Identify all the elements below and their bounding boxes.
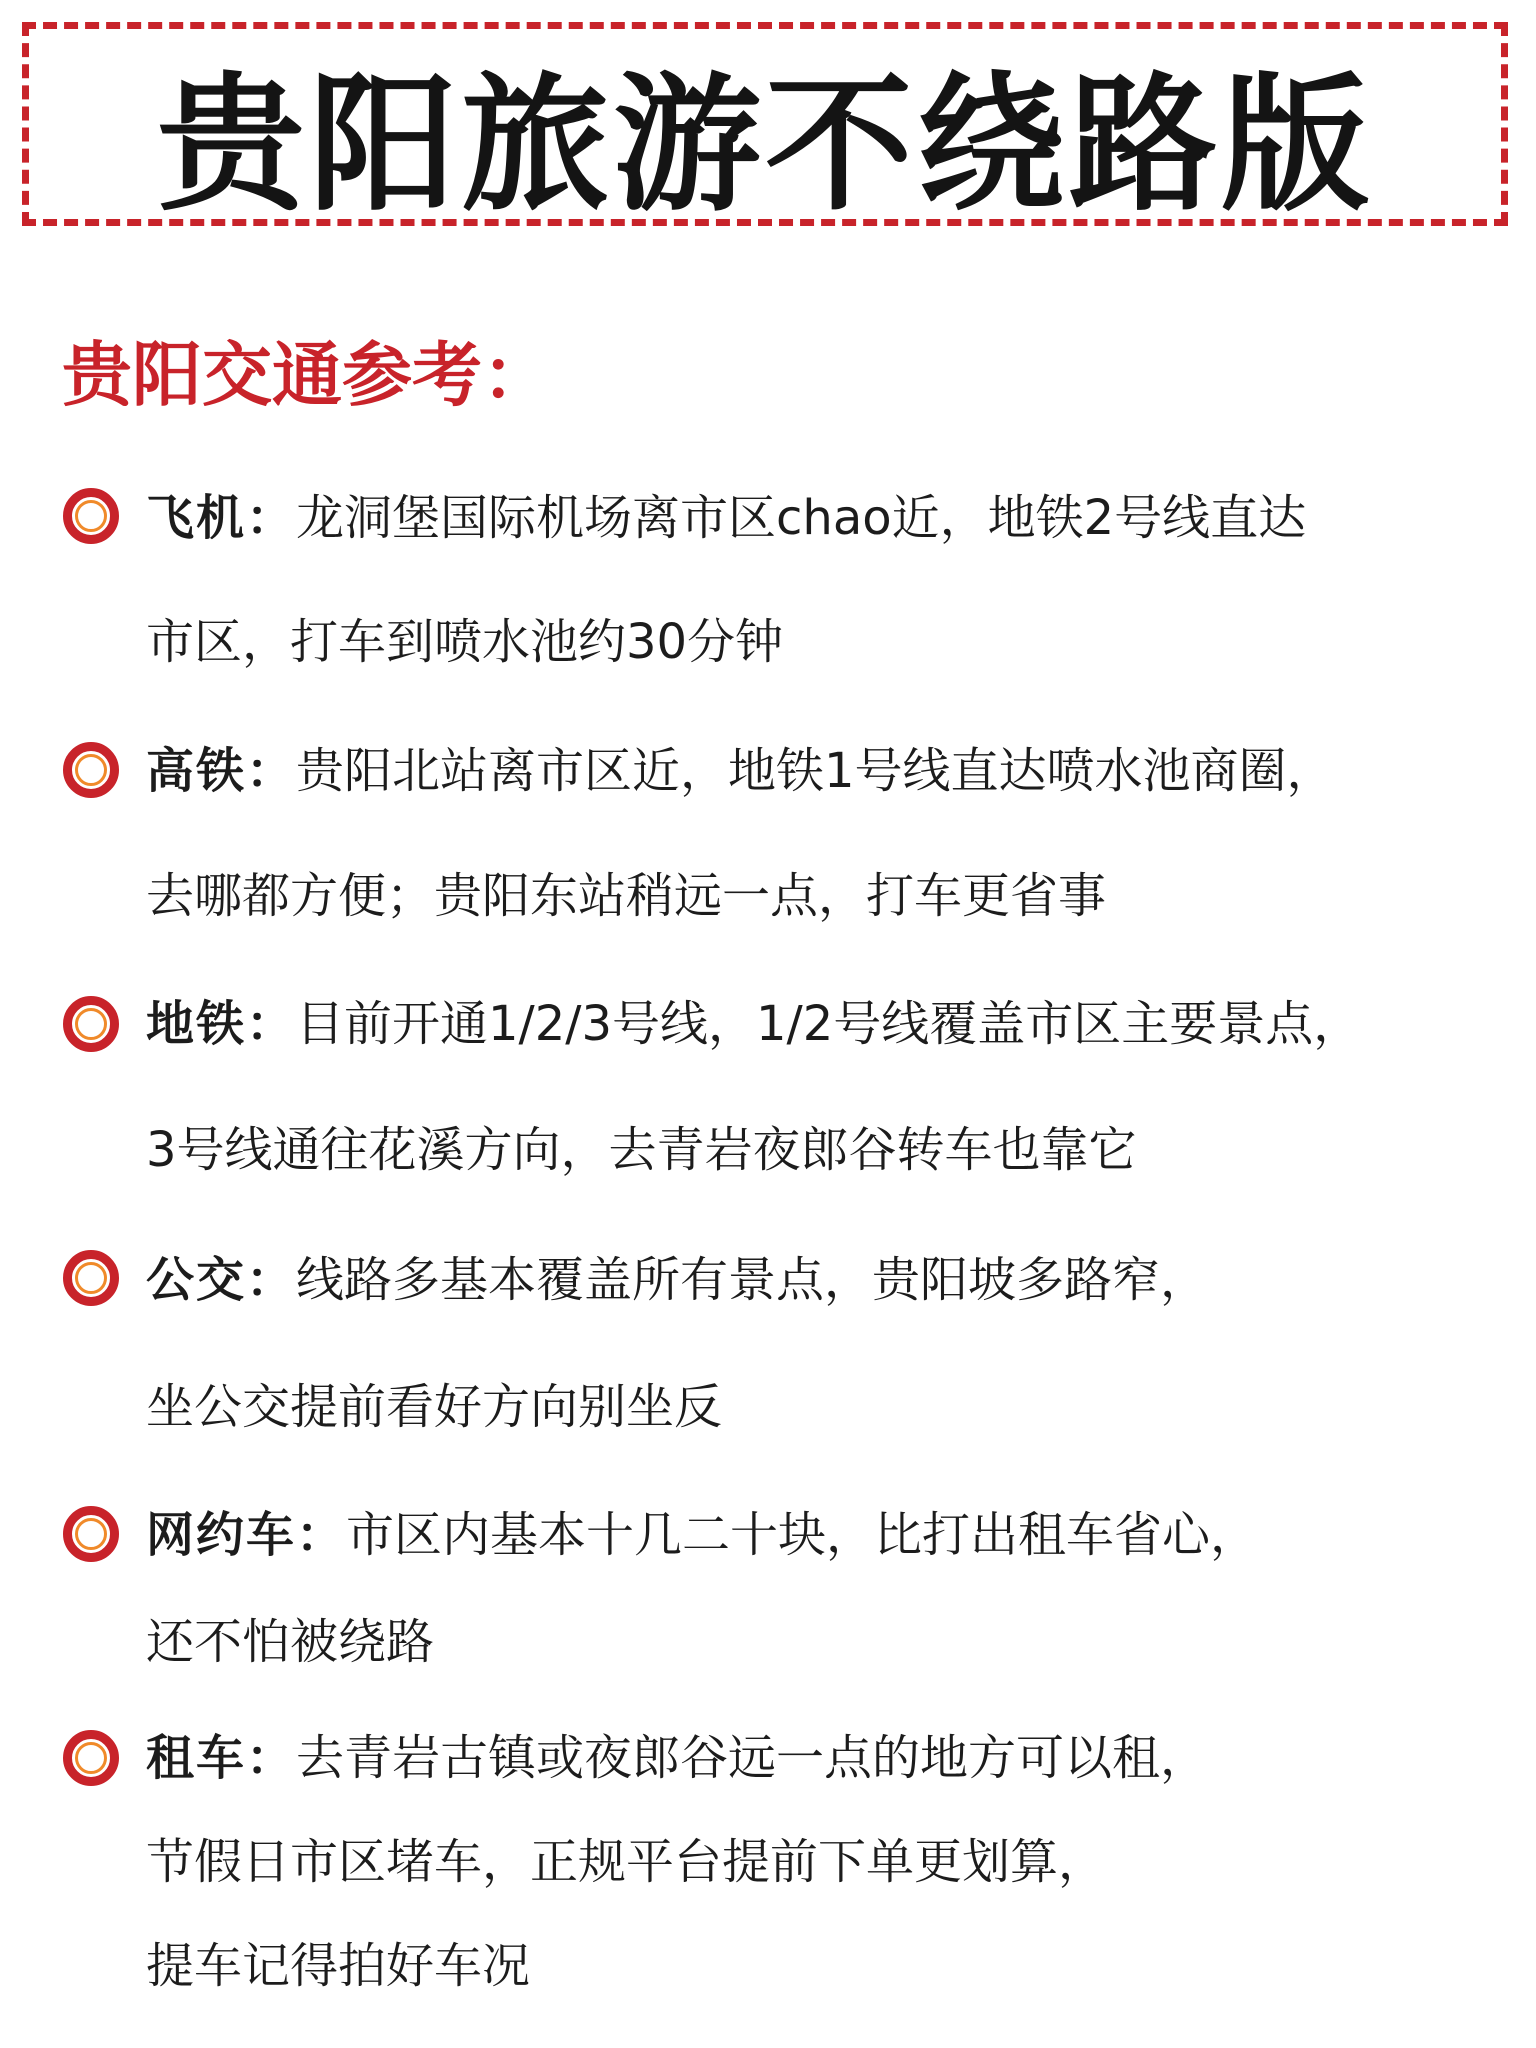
item-text: 贵阳北站离市区近，地铁1号线直达喷水池商圈， — [296, 743, 1335, 799]
item-line — [146, 1505, 1258, 1565]
page-title: 贵阳旅游不绕路版 — [157, 59, 1373, 231]
circle-bullet-icon — [63, 1730, 119, 1786]
item-text: 市区内基本十几二十块，比打出租车省心， — [346, 1507, 1259, 1563]
circle-bullet-icon — [63, 1506, 119, 1562]
circle-bullet-icon — [63, 996, 119, 1052]
circle-bullet-icon — [63, 488, 119, 544]
item-label: 租车： — [146, 1730, 297, 1786]
item-line — [146, 1728, 1208, 1788]
item-line: 还不怕被绕路 — [146, 1614, 435, 1670]
item-label: 高铁： — [146, 743, 297, 799]
item-line: 3号线通往花溪方向，去青岩夜郎谷转车也靠它 — [146, 1122, 1137, 1178]
item-label: 飞机： — [146, 490, 297, 546]
item-text: 目前开通1/2/3号线，1/2号线覆盖市区主要景点， — [296, 996, 1362, 1052]
item-line — [146, 1250, 1208, 1310]
item-line — [146, 994, 1361, 1054]
circle-bullet-icon — [63, 742, 119, 798]
item-line — [146, 741, 1335, 801]
item-text: 去青岩古镇或夜郎谷远一点的地方可以租， — [296, 1730, 1209, 1786]
item-text: 龙洞堡国际机场离市区chao近，地铁2号线直达 — [296, 490, 1307, 546]
title-box — [22, 22, 1508, 231]
item-line: 去哪都方便；贵阳东站稍远一点，打车更省事 — [146, 868, 1107, 924]
item-line: 提车记得拍好车况 — [146, 1938, 531, 1994]
item-line: 市区，打车到喷水池约30分钟 — [146, 614, 784, 670]
item-text: 线路多基本覆盖所有景点，贵阳坡多路窄， — [296, 1252, 1209, 1308]
item-label: 地铁： — [146, 996, 297, 1052]
circle-bullet-icon — [63, 1250, 119, 1306]
section-title: 贵阳交通参考： — [62, 334, 552, 416]
item-line: 节假日市区堵车，正规平台提前下单更划算， — [146, 1834, 1107, 1890]
item-line — [146, 488, 1306, 548]
item-line: 坐公交提前看好方向别坐反 — [146, 1379, 723, 1435]
item-label: 公交： — [146, 1252, 297, 1308]
item-label: 网约车： — [146, 1507, 347, 1563]
